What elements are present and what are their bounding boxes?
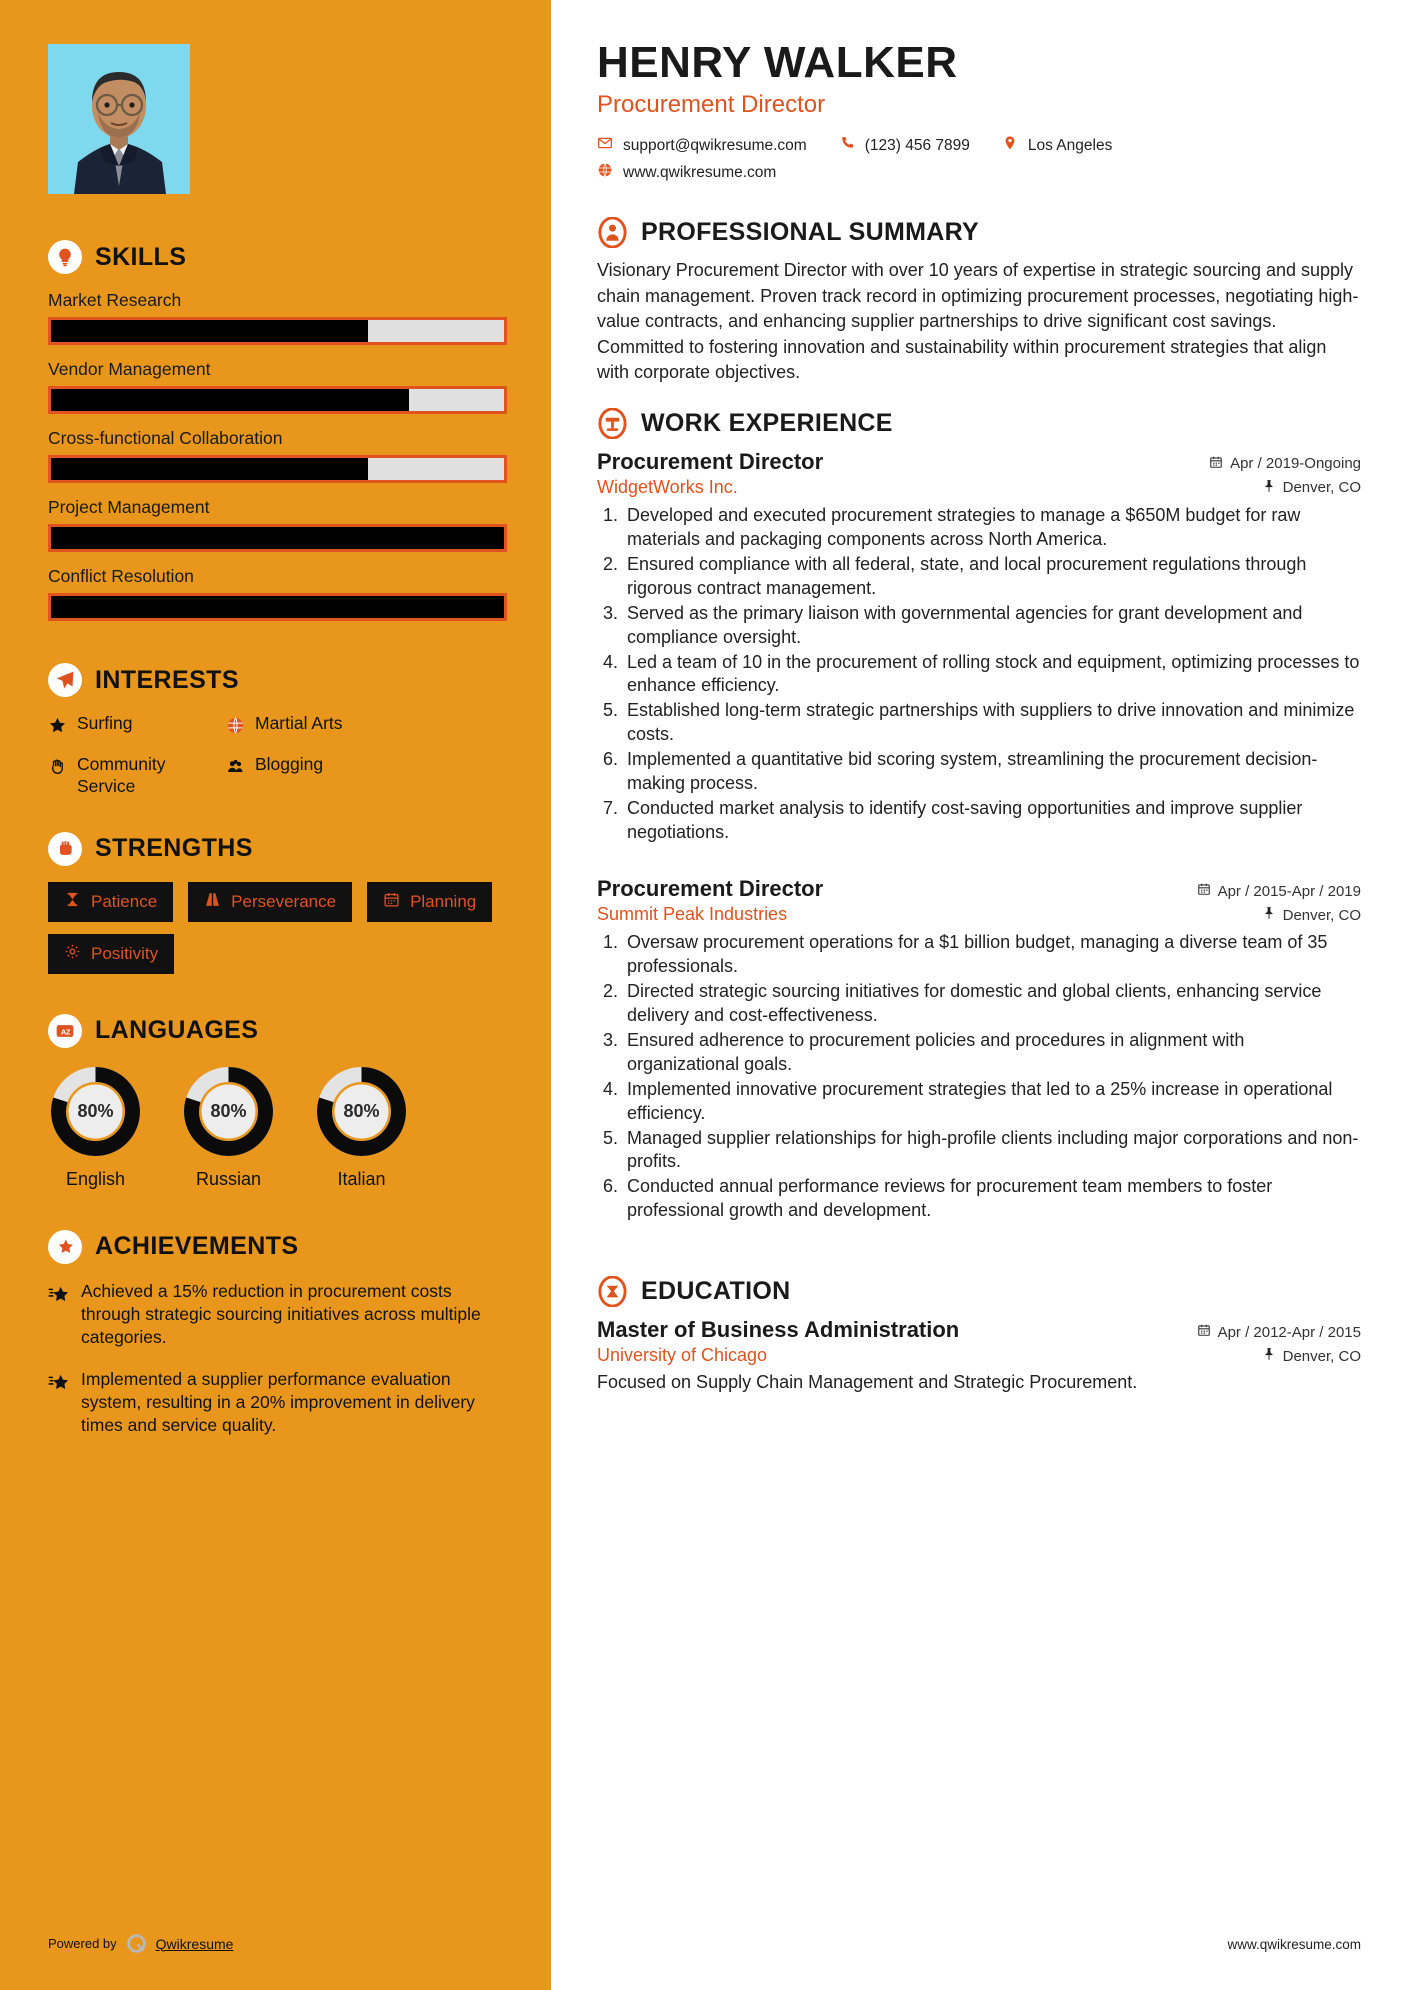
contact-item[interactable] bbox=[597, 162, 776, 183]
strength-label: Patience bbox=[91, 891, 158, 911]
job-bullet-list bbox=[623, 504, 1361, 845]
main-content bbox=[551, 0, 1407, 1990]
strengths-title: STRENGTHS bbox=[95, 834, 253, 863]
job-title: Procurement Director bbox=[597, 876, 824, 902]
skill-label: Project Management bbox=[48, 497, 210, 517]
language-percent: 80% bbox=[210, 1100, 247, 1121]
job-bullet: 4. Led a team of 10 in the procurement of rolling stock and equipment, optimizing processes to enhance efficiency. bbox=[623, 651, 1361, 699]
pin-icon bbox=[1262, 1347, 1276, 1365]
job-bullet: 2. Directed strategic sourcing initiatives for domestic and global clients, enhancing service delivery and cost-effectiveness. bbox=[623, 980, 1361, 1028]
skills-title: SKILLS bbox=[95, 242, 187, 271]
job-bullet: 2. Ensured compliance with all federal, state, and local procurement regulations through rigorous contract management. bbox=[623, 553, 1361, 601]
contact-text: support@qwikresume.com bbox=[623, 136, 807, 154]
skill-bar-fill bbox=[51, 458, 368, 480]
strength-chip bbox=[188, 882, 352, 922]
experience-entry bbox=[597, 449, 1361, 845]
education-location: Denver, CO bbox=[1262, 1347, 1361, 1365]
main-footer-website: www.qwikresume.com bbox=[1227, 1937, 1361, 1952]
profile-photo bbox=[48, 44, 190, 194]
achievement-text: Implemented a supplier performance evaluation system, resulting in a 20% improvement in delivery times and service quality. bbox=[81, 1368, 475, 1436]
skill-item bbox=[48, 497, 507, 552]
languages-title: LANGUAGES bbox=[95, 1016, 259, 1045]
skills-section bbox=[48, 240, 507, 621]
experience-title: WORK EXPERIENCE bbox=[641, 408, 893, 437]
envelope-icon bbox=[597, 135, 613, 156]
skill-bar-track bbox=[48, 455, 507, 483]
school-name: University of Chicago bbox=[597, 1345, 768, 1366]
job-bullet: 3. Ensured adherence to procurement policies and procedures in alignment with organizational goals. bbox=[623, 1029, 1361, 1077]
job-company: WidgetWorks Inc. bbox=[597, 476, 738, 497]
language-progress-ring bbox=[181, 1064, 276, 1159]
job-bullet: 5. Established long-term strategic partnerships with suppliers to drive innovation and minimize costs. bbox=[623, 699, 1361, 747]
education-entry bbox=[597, 1317, 1361, 1394]
job-bullet-list bbox=[623, 931, 1361, 1223]
interests-header bbox=[48, 663, 507, 697]
education-section bbox=[597, 1276, 1361, 1394]
strength-label: Perseverance bbox=[231, 891, 337, 911]
job-company: Summit Peak Industries bbox=[597, 904, 788, 925]
job-bullet: 1. Developed and executed procurement strategies to manage a $650M budget for raw materials and packaging components across North America. bbox=[623, 504, 1361, 552]
skill-item bbox=[48, 428, 507, 483]
job-bullet: 7. Conducted market analysis to identify cost-saving opportunities and improve supplier negotiations. bbox=[623, 797, 1361, 845]
phone-icon bbox=[839, 135, 855, 156]
contact-item[interactable] bbox=[1002, 135, 1112, 156]
education-list bbox=[597, 1317, 1361, 1394]
contact-item[interactable] bbox=[597, 135, 807, 156]
contact-row-secondary bbox=[597, 162, 1361, 183]
achievements-title: ACHIEVEMENTS bbox=[95, 1232, 299, 1261]
svg-text:A: A bbox=[60, 1027, 67, 1037]
lightbulb-icon bbox=[48, 240, 82, 274]
professional-summary-section bbox=[597, 217, 1361, 386]
strength-chip bbox=[48, 882, 173, 922]
strength-label: Positivity bbox=[91, 943, 159, 963]
achievement-text: Achieved a 15% reduction in procurement costs through strategic sourcing initiatives across multiple categories. bbox=[81, 1280, 481, 1348]
skill-item bbox=[48, 566, 507, 621]
gear-icon bbox=[64, 943, 81, 965]
experience-header bbox=[597, 408, 1361, 439]
language-percent: 80% bbox=[343, 1100, 380, 1121]
languages-list bbox=[48, 1064, 507, 1190]
sidebar-footer bbox=[48, 1933, 233, 1954]
work-experience-section bbox=[597, 408, 1361, 1250]
interests-section bbox=[48, 663, 507, 798]
achievement-item bbox=[48, 1280, 507, 1350]
summary-title: PROFESSIONAL SUMMARY bbox=[641, 218, 979, 247]
users-icon bbox=[226, 754, 245, 781]
degree-title: Master of Business Administration bbox=[597, 1317, 960, 1343]
language-icon bbox=[48, 1014, 82, 1048]
job-location: Denver, CO bbox=[1262, 906, 1361, 924]
skill-bar-fill bbox=[51, 389, 409, 411]
ach-star-icon bbox=[48, 1280, 70, 1350]
job-bullet: 1. Oversaw procurement operations for a $1 billion budget, managing a diverse team of 35 professionals. bbox=[623, 931, 1361, 979]
job-bullet: 5. Managed supplier relationships for high-profile clients including major corporations and non-profits. bbox=[623, 1127, 1361, 1175]
contact-text: www.qwikresume.com bbox=[623, 163, 777, 181]
language-percent: 80% bbox=[77, 1100, 114, 1121]
road-icon bbox=[204, 891, 221, 913]
skill-bar-fill bbox=[51, 320, 368, 342]
job-bullet: 6. Conducted annual performance reviews for procurement team members to foster professional growth and development. bbox=[623, 1175, 1361, 1223]
qwikresume-logo-icon bbox=[126, 1933, 147, 1954]
briefcase-circle-icon bbox=[597, 408, 628, 439]
language-label: Russian bbox=[195, 1168, 262, 1189]
summary-header bbox=[597, 217, 1361, 248]
job-title: Procurement Director bbox=[597, 448, 824, 474]
hourglass-icon bbox=[64, 891, 81, 913]
paper-plane-icon bbox=[48, 663, 82, 697]
skill-label: Vendor Management bbox=[48, 359, 211, 379]
skill-label: Conflict Resolution bbox=[48, 566, 194, 586]
education-date: Apr / 2012-Apr / 2015 bbox=[1197, 1323, 1361, 1341]
graduate-circle-icon bbox=[597, 1276, 628, 1307]
job-bullet: 4. Implemented innovative procurement strategies that led to a 25% increase in operational efficiency. bbox=[623, 1078, 1361, 1126]
interests-title: INTERESTS bbox=[95, 665, 239, 694]
achievements-section bbox=[48, 1230, 507, 1438]
language-item bbox=[181, 1064, 276, 1190]
achievement-item bbox=[48, 1368, 507, 1438]
qwikresume-link[interactable]: Qwikresume bbox=[155, 1935, 234, 1952]
strength-chip bbox=[48, 934, 174, 974]
education-title: EDUCATION bbox=[641, 1277, 791, 1306]
globe-icon bbox=[597, 162, 613, 183]
education-description: Focused on Supply Chain Management and Strategic Procurement. bbox=[597, 1372, 1138, 1393]
skills-header bbox=[48, 240, 507, 274]
calendar-icon bbox=[383, 891, 400, 913]
star-icon bbox=[48, 713, 67, 740]
svg-text:Z: Z bbox=[65, 1027, 71, 1037]
page-title: HENRY WALKER bbox=[597, 38, 958, 87]
language-progress-ring bbox=[48, 1064, 143, 1159]
skill-label: Market Research bbox=[48, 290, 182, 310]
job-bullet: 6. Implemented a quantitative bid scoring system, streamlining the procurement decision-making process. bbox=[623, 748, 1361, 796]
location-pin-icon bbox=[1002, 135, 1018, 156]
skill-bar-track bbox=[48, 593, 507, 621]
job-date: Apr / 2019-Ongoing bbox=[1209, 455, 1361, 473]
pin-icon bbox=[1262, 479, 1276, 497]
ach-star-icon bbox=[48, 1368, 70, 1438]
skill-label: Cross-functional Collaboration bbox=[48, 428, 283, 448]
languages-header bbox=[48, 1014, 507, 1048]
achievements-list bbox=[48, 1280, 507, 1438]
jobs-list bbox=[597, 449, 1361, 1250]
language-label: Italian bbox=[337, 1168, 386, 1189]
calendar-small-icon bbox=[1209, 455, 1223, 473]
strength-chip bbox=[367, 882, 492, 922]
fist-icon bbox=[48, 832, 82, 866]
language-item bbox=[48, 1064, 143, 1190]
calendar-small-icon bbox=[1197, 1323, 1211, 1341]
interest-label: Blogging bbox=[255, 754, 324, 774]
powered-by-label: Powered by bbox=[48, 1936, 117, 1951]
strength-label: Planning bbox=[410, 891, 477, 911]
skill-bar-fill bbox=[51, 596, 504, 618]
summary-text: Visionary Procurement Director with over 10 years of expertise in strategic sourcing and supply chain management. Proven track record in optimizing procurement processes, negotiating high-value contracts, and enhancing supplier partnerships to drive significant cost savings. Committed to fostering innovation and sustainability within procurement strategies that align with corporate objectives. bbox=[597, 260, 1359, 383]
job-bullet: 3. Served as the primary liaison with governmental agencies for grant development and compliance oversight. bbox=[623, 602, 1361, 650]
interest-label: Martial Arts bbox=[255, 713, 343, 733]
skill-bar-track bbox=[48, 524, 507, 552]
job-role-subtitle: Procurement Director bbox=[597, 91, 826, 119]
interest-label: Community Service bbox=[77, 754, 166, 796]
pin-icon bbox=[1262, 906, 1276, 924]
strengths-header bbox=[48, 832, 507, 866]
skill-bar-track bbox=[48, 317, 507, 345]
star-badge-icon bbox=[48, 1230, 82, 1264]
job-location: Denver, CO bbox=[1262, 479, 1361, 497]
strengths-section bbox=[48, 832, 507, 974]
language-item bbox=[314, 1064, 409, 1190]
contact-item[interactable] bbox=[839, 135, 970, 156]
interest-item bbox=[48, 754, 218, 798]
languages-section bbox=[48, 1014, 507, 1190]
hand-icon bbox=[48, 754, 67, 781]
language-label: English bbox=[65, 1168, 126, 1189]
interests-list bbox=[48, 713, 507, 798]
contact-text: Los Angeles bbox=[1027, 136, 1113, 154]
experience-entry bbox=[597, 876, 1361, 1223]
education-header bbox=[597, 1276, 1361, 1307]
sidebar bbox=[0, 0, 551, 1990]
interest-label: Surfing bbox=[77, 713, 133, 733]
strengths-list bbox=[48, 882, 507, 974]
skill-item bbox=[48, 290, 507, 345]
contact-text: (123) 456 7899 bbox=[864, 136, 970, 154]
interest-item bbox=[226, 713, 507, 740]
interest-item bbox=[226, 754, 507, 798]
interest-item bbox=[48, 713, 218, 740]
calendar-small-icon bbox=[1197, 882, 1211, 900]
skill-bar-track bbox=[48, 386, 507, 414]
skill-bar-fill bbox=[51, 527, 504, 549]
contact-row-primary bbox=[597, 135, 1361, 156]
language-progress-ring bbox=[314, 1064, 409, 1159]
skills-list bbox=[48, 290, 507, 621]
skill-item bbox=[48, 359, 507, 414]
globe-icon bbox=[226, 713, 245, 740]
person-circle-icon bbox=[597, 217, 628, 248]
achievements-header bbox=[48, 1230, 507, 1264]
job-date: Apr / 2015-Apr / 2019 bbox=[1197, 882, 1361, 900]
